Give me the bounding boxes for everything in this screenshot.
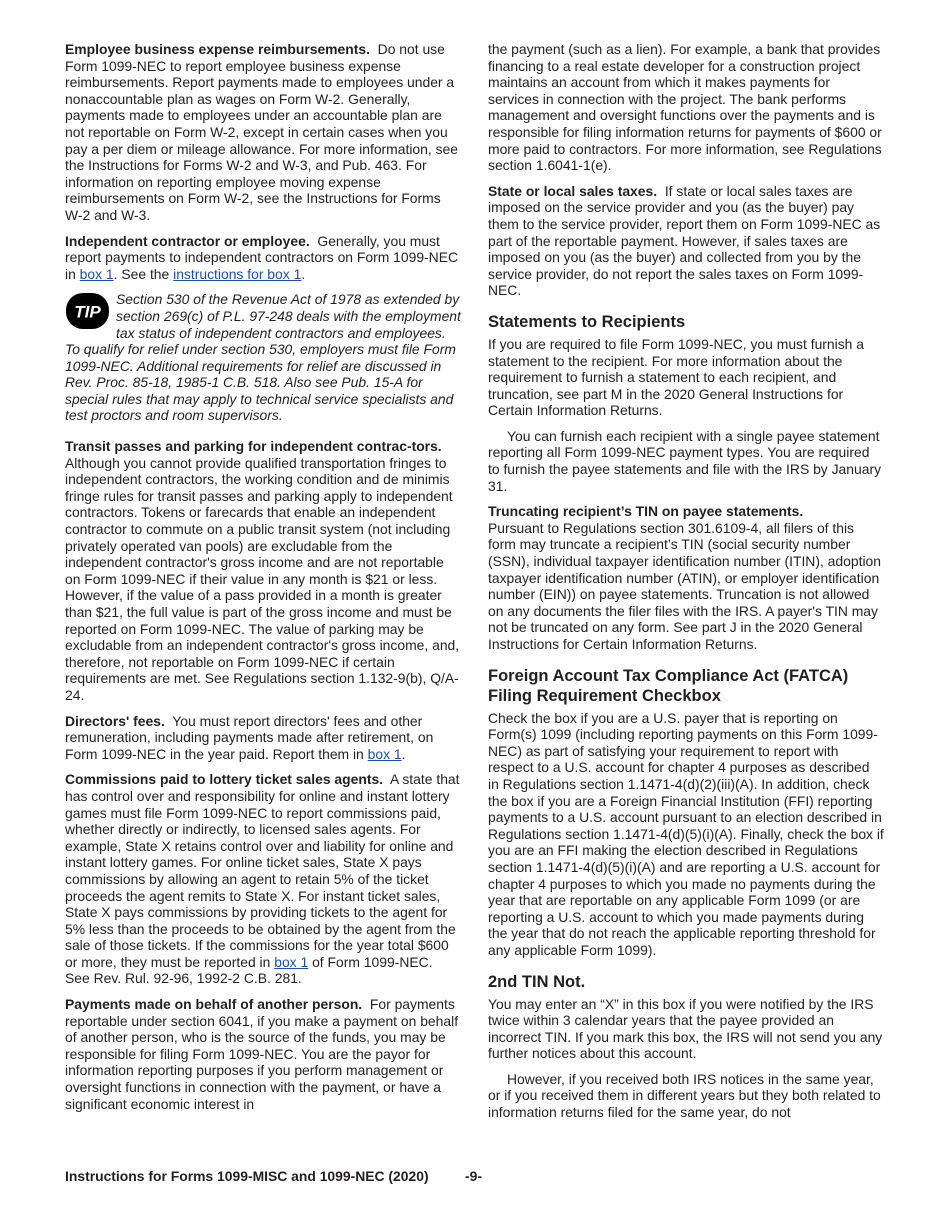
directors-fees-text-1: You must report directors' fees and other remuneration, including payments made after retirement, on Form 1099-NEC in the year paid. Report them in bbox=[65, 712, 434, 762]
lottery-commissions-text-2: of Form 1099-NEC. See Rev. Rul. 92-96, 1992-2 C.B. 281. bbox=[65, 953, 433, 987]
truncating-tin-heading: Truncating recipient’s TIN on payee statements. bbox=[488, 503, 804, 520]
statements-paragraph-1: If you are required to file Form 1099-NEC, you must furnish a statement to the recipient. For more information about the requirement to furnish a statement to each recipient, and truncation, see part M in the 2020 General Instructions for Certain Information Returns. bbox=[488, 335, 864, 419]
payments-on-behalf-paragraph bbox=[65, 996, 461, 1112]
transit-passes-text: Although you cannot provide qualified transportation fringes to independent contractors, the working condition and de minimis fringe rules for transit passes and parking apply to independent contractors. Tokens or farecards that enable an independent contractor to commute on a public transit system (not including privately operated van pools) are excludable from the independent contractor's gross income and are not reportable on Form 1099-NEC if their value in any month is $21 or less. However, if the value of a pass provided in a month is greater than $21, the full value is part of the gross income and must be reported on Form 1099-NEC. The value of parking may be excludable from an independent contractor's gross income, and, therefore, not reportable on Form 1099-NEC if certain requirements are met. See Regulations section 1.132-9(b), Q/A-24. bbox=[65, 454, 460, 703]
footer-title: Instructions for Forms 1099-MISC and 1099-NEC (2020) bbox=[65, 1168, 429, 1184]
employee-business-expense-paragraph bbox=[65, 41, 461, 224]
second-tin-not-paragraph-2: However, if you received both IRS notices in the same year, or if you received them in different years but they both related to information returns filed for the same year, do not bbox=[488, 1070, 881, 1121]
lottery-commissions-paragraph bbox=[65, 771, 461, 987]
left-column bbox=[65, 41, 461, 1121]
tip-icon bbox=[65, 292, 110, 330]
statements-paragraph-2: You can furnish each recipient with a single payee statement reporting all Form 1099-NEC payment types. You are required to furnish the payee statements and file with the IRS by January 31. bbox=[488, 427, 882, 494]
statements-to-recipients-heading: Statements to Recipients bbox=[488, 312, 686, 331]
payments-on-behalf-text: For payments reportable under section 6041, if you make a payment on behalf of another person, who is the source of the funds, you may be responsible for filing Form 1099-NEC. You are the payor for information reporting purposes if you perform management or oversight functions in connection with the payment, or have a significant economic interest in bbox=[65, 996, 459, 1112]
lottery-box-1-link[interactable]: box 1 bbox=[274, 953, 309, 970]
independent-contractor-text-3: . bbox=[301, 265, 306, 282]
transit-passes-paragraph bbox=[65, 438, 461, 704]
independent-contractor-text-2: . See the bbox=[113, 265, 170, 282]
page-number: -9- bbox=[465, 1168, 482, 1184]
transit-passes-heading: Transit passes and parking for independent contrac-tors. bbox=[65, 438, 442, 455]
lottery-commissions-heading: Commissions paid to lottery ticket sales agents. bbox=[65, 771, 384, 788]
right-column bbox=[488, 41, 884, 1130]
page-footer bbox=[65, 1168, 885, 1184]
lottery-commissions-text-1: A state that has control over and responsibility for online and instant lottery games must file Form 1099-NEC to report commissions paid, whether directly or indirectly, to licensed sales agents. For example, State X retains control over and liability for online and instant lottery games. For online ticket sales, State X pays commissions by allowing an agent to retain 5% of the ticket proceeds the agent remits to State X. For instant ticket sales, State X pays commissions by providing tickets to the agent for 5% less than the proceeds to be obtained by the agent from the sale of those tickets. If the commissions for the year total $600 or more, they must be reported in bbox=[65, 771, 460, 970]
independent-contractor-text-1: Generally, you must report payments to independent contractors on Form 1099-NEC in bbox=[65, 232, 459, 282]
truncating-tin-paragraph bbox=[488, 503, 884, 652]
sales-taxes-text: If state or local sales taxes are imposed on the service provider and you (as the buyer) pay them to the service provider, report them on Form 1099-NEC as part of the reportable payment. However, if sales taxes are imposed on you (as the buyer) and collected from you by the service provider, do not report the sales taxes on Form 1099-NEC. bbox=[488, 182, 881, 299]
employee-business-expense-text: Do not use Form 1099-NEC to report employee business expense reimbursements. Report payments made to employees under a nonaccountable plan as wages on Form W-2. Generally, payments made to employees under an accountable plan are not reportable on Form W-2, except in certain cases when you pay a per diem or mileage allowance. For more information, see the Instructions for Forms W-2 and W-3, and Pub. 463. For information on reporting employee moving expense reimbursements on Form W-2, see the Instructions for Forms W-2 and W-3. bbox=[65, 41, 458, 223]
payments-on-behalf-continued: the payment (such as a lien). For example, a bank that provides financing to a real estate developer for a construction project maintains an account from which it makes payments for services in connection with the project. The bank performs management and oversight functions over the payments and is responsible for filing information returns for payments of $600 or more paid to contractors. For more information, see Regulations section 1.6041-1(e). bbox=[488, 41, 882, 174]
second-tin-not-paragraph-1: You may enter an “X” in this box if you were notified by the IRS twice within 3 calendar years that the payee provided an incorrect TIN. If you mark this box, the IRS will not send you any further notices about this account. bbox=[488, 995, 883, 1062]
tip-text: Section 530 of the Revenue Act of 1978 as extended by section 269(c) of P.L. 97-248 deals with the employment tax status of independent contractors and employees. To qualify for relief under section 530, employers must file Form 1099-NEC. Additional requirements for relief are discussed in Rev. Proc. 85-18, 1985-1 C.B. 518. Also see Pub. 15-A for special rules that may apply to technical service specialists and test proctors and room supervisors. bbox=[65, 291, 461, 424]
tip-icon-label: TIP bbox=[74, 302, 101, 322]
sales-taxes-paragraph bbox=[488, 183, 884, 299]
sales-taxes-heading: State or local sales taxes. bbox=[488, 182, 658, 199]
directors-fees-text-2: . bbox=[401, 745, 406, 762]
fatca-heading: Foreign Account Tax Compliance Act (FATCA) Filing Requirement Checkbox bbox=[488, 666, 849, 705]
employee-business-expense-heading: Employee business expense reimbursements. bbox=[65, 41, 370, 57]
fatca-paragraph: Check the box if you are a U.S. payer that is reporting on Form(s) 1099 (including reporting payments on this Form 1099-NEC) as part of satisfying your requirement to report with respect to a U.S. account for chapter 4 purposes as described in Regulations section 1.1471-4(d)(2)(iii)(A). In addition, check the box if you are a Foreign Financial Institution (FFI) reporting payments to a U.S. account pursuant to an election described in Regulations section 1.1471-4(d)(5)(i)(A). Finally, check the box if you are an FFI making the election described in Regulations section 1.1471-4(d)(5)(i)(A) and are reporting a U.S. account for chapter 4 purposes to which you made no payments during the year that are reportable on any applicable Form 1099 (or are reporting a U.S. account to which you made payments during the year that do not reach the applicable reporting threshold for any applicable Form 1099). bbox=[488, 709, 884, 958]
directors-fees-heading: Directors' fees. bbox=[65, 712, 165, 729]
truncating-tin-text: Pursuant to Regulations section 301.6109-4, all filers of this form may truncate a recipient’s TIN (social security number (SSN), individual taxpayer identification number (ITIN), adoption taxpayer identification number (ATIN), or employer identification number (EIN)) on payee statements. Truncation is not allowed on any documents the filer files with the IRS. A payer's TIN may not be truncated on any form. See part J in the 2020 General Instructions for Certain Information Returns. bbox=[488, 519, 881, 652]
independent-contractor-paragraph bbox=[65, 233, 461, 283]
directors-box-1-link[interactable]: box 1 bbox=[367, 745, 402, 762]
box-1-link[interactable]: box 1 bbox=[79, 265, 114, 282]
payments-on-behalf-heading: Payments made on behalf of another person. bbox=[65, 996, 363, 1013]
tip-box bbox=[65, 291, 461, 424]
instructions-for-box-1-link[interactable]: instructions for box 1 bbox=[173, 265, 302, 282]
independent-contractor-heading: Independent contractor or employee. bbox=[65, 232, 310, 249]
second-tin-not-heading: 2nd TIN Not. bbox=[488, 972, 586, 991]
directors-fees-paragraph bbox=[65, 713, 461, 763]
